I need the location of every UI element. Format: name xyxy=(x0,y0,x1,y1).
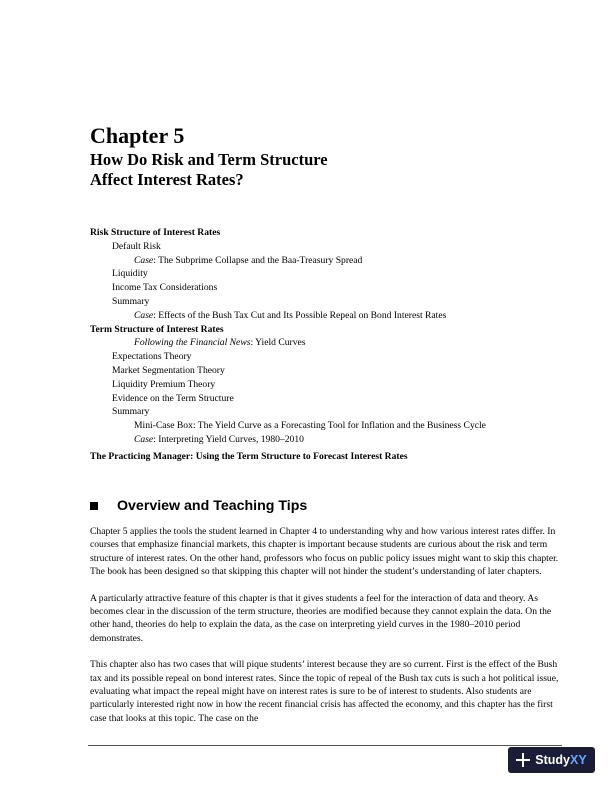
outline-heading-term-structure: Term Structure of Interest Rates xyxy=(90,323,224,335)
outline-item-case-subprime xyxy=(90,254,560,268)
overview-body xyxy=(90,525,560,738)
outline-item-mini-case: Mini-Case Box: The Yield Curve as a Forecasting Tool for Inflation and the Business Cycle xyxy=(134,420,486,432)
outline-heading-practicing-manager: The Practicing Manager: Using the Term Structure to Forecast Interest Rates xyxy=(90,450,408,462)
paragraph: A particularly attractive feature of this chapter is that it gives students a feel for the interaction of data and theory. As becomes clear in the discussion of the term structure, theories are modified because they cannot explain the data. On the other hand, theories do help to explain the data, as the case on interpreting yield curves in the 1980–2010 period demonstrates. xyxy=(90,592,552,644)
section-heading xyxy=(90,498,307,514)
case-label: Case xyxy=(134,309,154,321)
outline-item-financial-news xyxy=(90,336,560,350)
chapter-outline xyxy=(90,226,560,464)
chapter-title-line-1: How Do Risk and Term Structure xyxy=(90,150,328,170)
news-label: Following the Financial News xyxy=(134,337,251,349)
case-text: : Interpreting Yield Curves, 1980–2010 xyxy=(153,433,304,445)
outline-item-case-bush-tax xyxy=(90,309,560,323)
brand-name: StudyXY xyxy=(535,753,587,767)
brand-accent: XY xyxy=(570,753,587,767)
outline-item-case-yield-curves xyxy=(90,433,560,447)
outline-item-expectations-theory: Expectations Theory xyxy=(112,351,192,363)
footer-divider xyxy=(88,745,562,746)
studyxy-badge[interactable] xyxy=(508,747,595,773)
case-label: Case xyxy=(134,433,154,445)
outline-item-summary: Summary xyxy=(112,406,150,418)
chapter-number: Chapter 5 xyxy=(90,123,185,148)
outline-item-default-risk: Default Risk xyxy=(112,240,161,252)
paragraph: This chapter also has two cases that will pique students’ interest because they are so current. First is the effect of the Bush tax and its possible repeal on bond interest rates. Since the topic of repeal of the Bush tax cuts is such a hot political issue, evaluating what impact the repeal might have on interest rates is sure to be of interest to students. Also students are particularly interested right now in how the recent financial crisis has affected the economy, and this chapter has the first case that looks at this topic. The case on the xyxy=(90,659,559,724)
outline-item-income-tax: Income Tax Considerations xyxy=(112,282,218,294)
case-label: Case xyxy=(134,254,154,266)
case-text: : The Subprime Collapse and the Baa-Treasury Spread xyxy=(153,254,363,266)
outline-item-liquidity: Liquidity xyxy=(112,268,148,280)
chapter-title-line-2: Affect Interest Rates? xyxy=(90,170,244,190)
plus-icon xyxy=(516,753,530,767)
outline-heading-risk-structure: Risk Structure of Interest Rates xyxy=(90,227,221,238)
chapter-heading xyxy=(90,124,328,190)
case-text: : Effects of the Bush Tax Cut and Its Possible Repeal on Bond Interest Rates xyxy=(153,309,447,321)
square-bullet-icon xyxy=(90,502,98,510)
outline-item-market-segmentation: Market Segmentation Theory xyxy=(112,364,225,376)
paragraph: Chapter 5 applies the tools the student learned in Chapter 4 to understanding why and how various interest rates differ. In courses that emphasize financial markets, this chapter is important because students are curious about the risk and term structure of interest rates. On the other hand, professors who focus on public policy issues might want to skip this chapter. The book has been designed so that skipping this chapter will not hinder the student’s understanding of later chapters. xyxy=(90,526,559,578)
outline-item-liquidity-premium: Liquidity Premium Theory xyxy=(112,378,216,390)
news-text: : Yield Curves xyxy=(250,337,306,349)
outline-item-evidence: Evidence on the Term Structure xyxy=(112,392,234,404)
outline-item-summary: Summary xyxy=(112,295,150,307)
section-title: Overview and Teaching Tips xyxy=(117,498,308,514)
